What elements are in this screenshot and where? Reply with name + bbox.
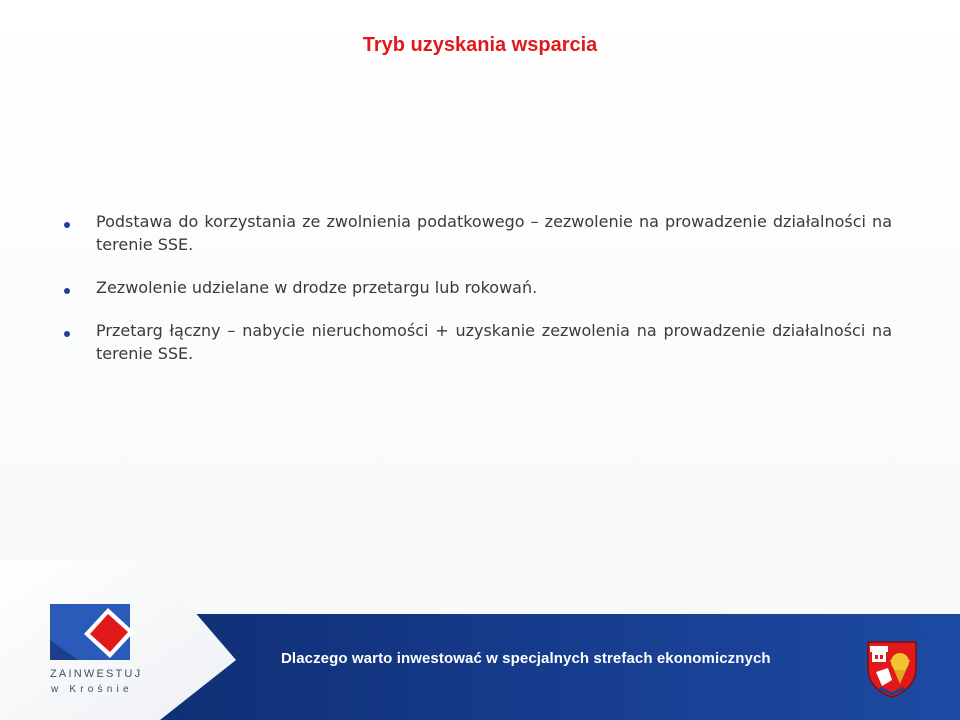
bullet-text: Przetarg łączny – nabycie nieruchomości + uzyskanie zezwolenia na prowadzenie działalności na terenie SSE. [96, 321, 892, 363]
krosno-coat-of-arms-icon [866, 640, 918, 698]
bullet-text: Zezwolenie udzielane w drodze przetargu lub rokowań. [96, 278, 538, 297]
bullet-dot-icon [64, 288, 70, 294]
bullet-dot-icon [64, 222, 70, 228]
bullet-list [64, 210, 892, 385]
bullet-dot-icon [64, 331, 70, 337]
logo-subtitle: w Krośnie [51, 684, 133, 695]
bullet-item [64, 276, 892, 299]
footer-tagline: Dlaczego warto inwestować w specjalnych strefach ekonomicznych [281, 650, 771, 667]
bullet-item [64, 210, 892, 256]
zainwestuj-logo-icon [50, 604, 140, 664]
slide-title: Tryb uzyskania wsparcia [362, 34, 598, 56]
logo-name: ZAINWESTUJ [50, 668, 143, 680]
bullet-text: Podstawa do korzystania ze zwolnienia podatkowego – zezwolenie na prowadzenie działalności na terenie SSE. [96, 212, 892, 254]
bullet-item [64, 319, 892, 365]
